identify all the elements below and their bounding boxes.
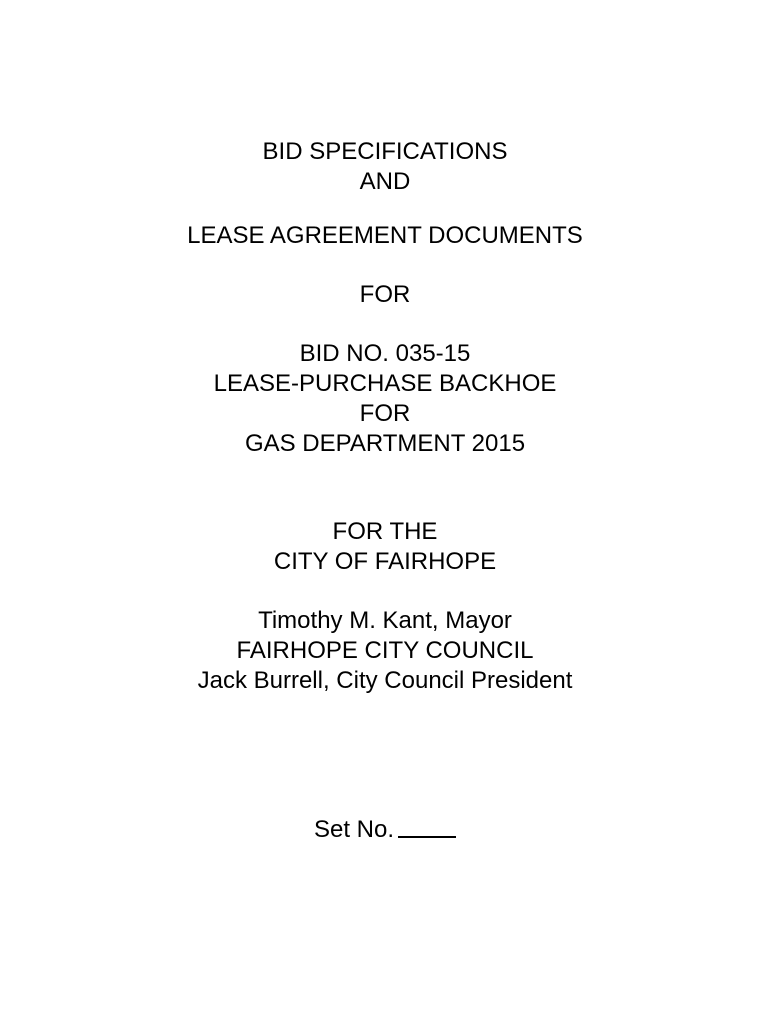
- for-the-label: FOR THE: [332, 518, 438, 545]
- bid-for-label: FOR: [359, 400, 411, 427]
- council-president: Jack Burrell, City Council President: [197, 667, 573, 694]
- bid-number: BID NO. 035-15: [299, 340, 471, 367]
- city-name: CITY OF FAIRHOPE: [273, 548, 497, 575]
- council-name: FAIRHOPE CITY COUNCIL: [236, 637, 534, 664]
- set-number-line: [0, 816, 770, 844]
- title-lease-agreement-documents: LEASE AGREEMENT DOCUMENTS: [187, 222, 583, 249]
- title-and: AND: [359, 168, 411, 195]
- mayor-name: Timothy M. Kant, Mayor: [258, 607, 512, 634]
- set-number-blank: [398, 818, 456, 838]
- for-label: FOR: [359, 281, 411, 308]
- set-number-label: Set No.: [313, 816, 395, 843]
- department-name: GAS DEPARTMENT 2015: [244, 430, 526, 457]
- title-bid-specifications: BID SPECIFICATIONS: [262, 138, 508, 165]
- bid-subject: LEASE-PURCHASE BACKHOE: [213, 370, 557, 397]
